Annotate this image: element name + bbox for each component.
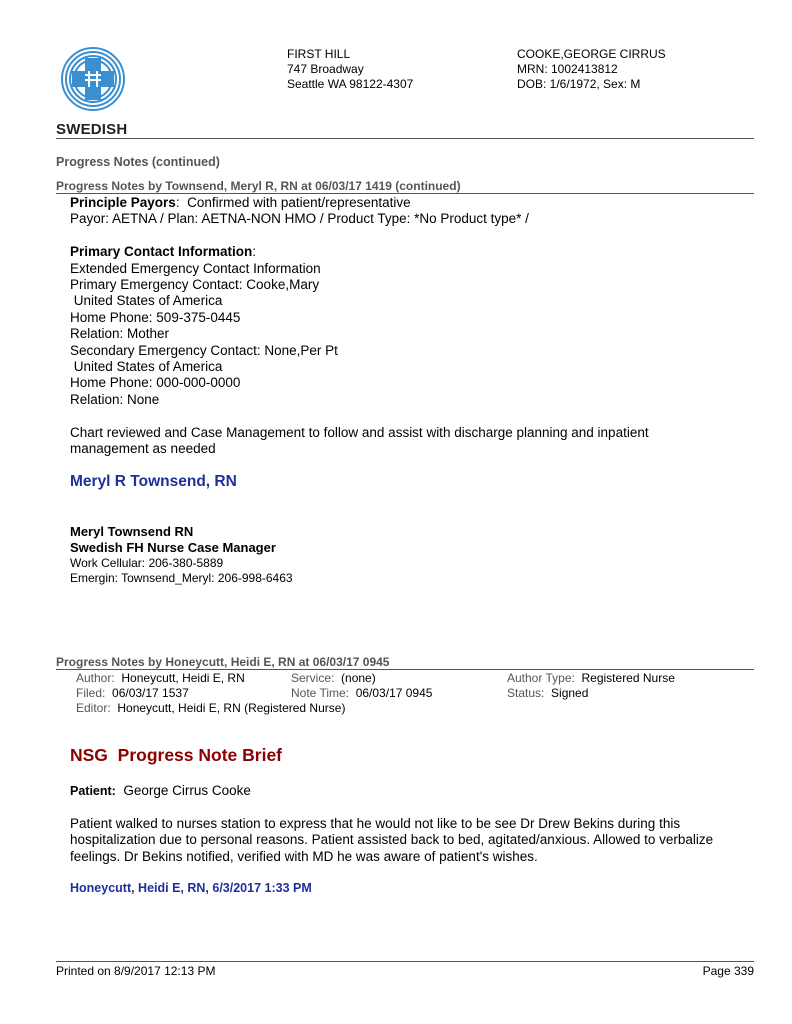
note2-meta <box>76 671 756 717</box>
payors-label: Principle Payors <box>70 195 176 210</box>
payor-line: Payor: AETNA / Plan: AETNA-NON HMO / Product Type: *No Product type* / <box>70 211 529 227</box>
printed-on: Printed on 8/9/2017 12:13 PM <box>56 964 216 978</box>
contact-line: Primary Emergency Contact: Cooke,Mary <box>70 277 320 293</box>
note2-body <box>70 816 770 865</box>
contact-line: United States of America <box>70 359 223 375</box>
note2-title: NSG Progress Note Brief <box>70 745 282 765</box>
contact-label: Primary Contact Information <box>70 244 253 260</box>
facility-line: FIRST HILL <box>287 47 351 61</box>
swedish-logo-icon <box>60 46 126 112</box>
patient-mrn: MRN: 1002413812 <box>517 62 618 76</box>
patient-header <box>517 47 666 92</box>
editor-label: Editor: <box>76 701 111 715</box>
note2-divider <box>56 669 754 670</box>
status-value: Signed <box>551 686 589 700</box>
payors-line <box>70 195 760 211</box>
contact-heading <box>70 244 760 260</box>
brand-name: SWEDISH <box>56 121 128 138</box>
author-label: Author: <box>76 671 115 685</box>
note1-body <box>70 195 760 457</box>
contact-line: Relation: None <box>70 391 160 407</box>
sig-title: Swedish FH Nurse Case Manager <box>70 540 276 555</box>
sig-emergin: Emergin: Townsend_Meryl: 206-998-6463 <box>70 571 293 585</box>
facility-line: 747 Broadway <box>287 62 364 76</box>
swedish-logo <box>60 46 126 112</box>
footer-divider <box>56 961 754 962</box>
body-line: hospitalization due to personal reasons. Patient assisted back to bed, agitated/anxious. Allowed to verbalize <box>70 832 714 848</box>
contact-line: Home Phone: 509-375-0445 <box>70 309 241 325</box>
service-value: (none) <box>341 671 376 685</box>
patient-dob: DOB: 1/6/1972, Sex: M <box>517 77 641 91</box>
note1-divider <box>56 193 754 194</box>
note2-patient <box>70 783 251 799</box>
author-type-value: Registered Nurse <box>581 671 675 685</box>
patient-name: COOKE,GEORGE CIRRUS <box>517 47 666 61</box>
patient-label: Patient: <box>70 784 116 798</box>
service-label: Service: <box>291 671 335 685</box>
note2-subtitle: Progress Notes by Honeycutt, Heidi E, RN at 06/03/17 0945 <box>56 655 390 669</box>
facility-line: Seattle WA 98122-4307 <box>287 77 414 91</box>
note2-signature: Honeycutt, Heidi E, RN, 6/3/2017 1:33 PM <box>70 881 312 895</box>
facility-address <box>287 47 413 92</box>
author-type-label: Author Type: <box>507 671 575 685</box>
section-title: Progress Notes (continued) <box>56 155 220 169</box>
sig-name: Meryl Townsend RN <box>70 524 194 539</box>
status-label: Status: <box>507 686 545 700</box>
contact-line: Relation: Mother <box>70 326 170 342</box>
note1-subtitle: Progress Notes by Townsend, Meryl R, RN at 06/03/17 1419 (continued) <box>56 179 461 193</box>
header-divider <box>56 138 754 139</box>
filed-value: 06/03/17 1537 <box>112 686 189 700</box>
filed-label: Filed: <box>76 686 106 700</box>
chart-line: Chart reviewed and Case Management to follow and assist with discharge planning and inpatient <box>70 424 649 440</box>
contact-line: Extended Emergency Contact Information <box>70 260 321 276</box>
contact-colon: : <box>252 244 257 260</box>
note-time-label: Note Time: <box>291 686 350 700</box>
note-time-value: 06/03/17 0945 <box>355 686 433 700</box>
chart-line: management as needed <box>70 441 216 457</box>
author-value: Honeycutt, Heidi E, RN <box>121 671 245 685</box>
patient-value: George Cirrus Cooke <box>123 783 251 798</box>
note1-signature: Meryl R Townsend, RN <box>70 473 237 490</box>
page-number: Page 339 <box>702 964 754 978</box>
contact-line: Home Phone: 000-000-0000 <box>70 375 241 391</box>
note1-signature-block <box>70 523 293 586</box>
contact-line: Secondary Emergency Contact: None,Per Pt <box>70 342 338 358</box>
body-line: Patient walked to nurses station to express that he would not like to be see Dr Drew Bekins during this <box>70 816 681 831</box>
payors-value: : Confirmed with patient/representative <box>175 195 411 210</box>
contact-line: United States of America <box>70 293 223 309</box>
sig-cell: Work Cellular: 206-380-5889 <box>70 556 224 570</box>
body-line: feelings. Dr Bekins notified, verified with MD he was aware of patient's wishes. <box>70 848 538 864</box>
editor-value: Honeycutt, Heidi E, RN (Registered Nurse) <box>117 701 346 715</box>
